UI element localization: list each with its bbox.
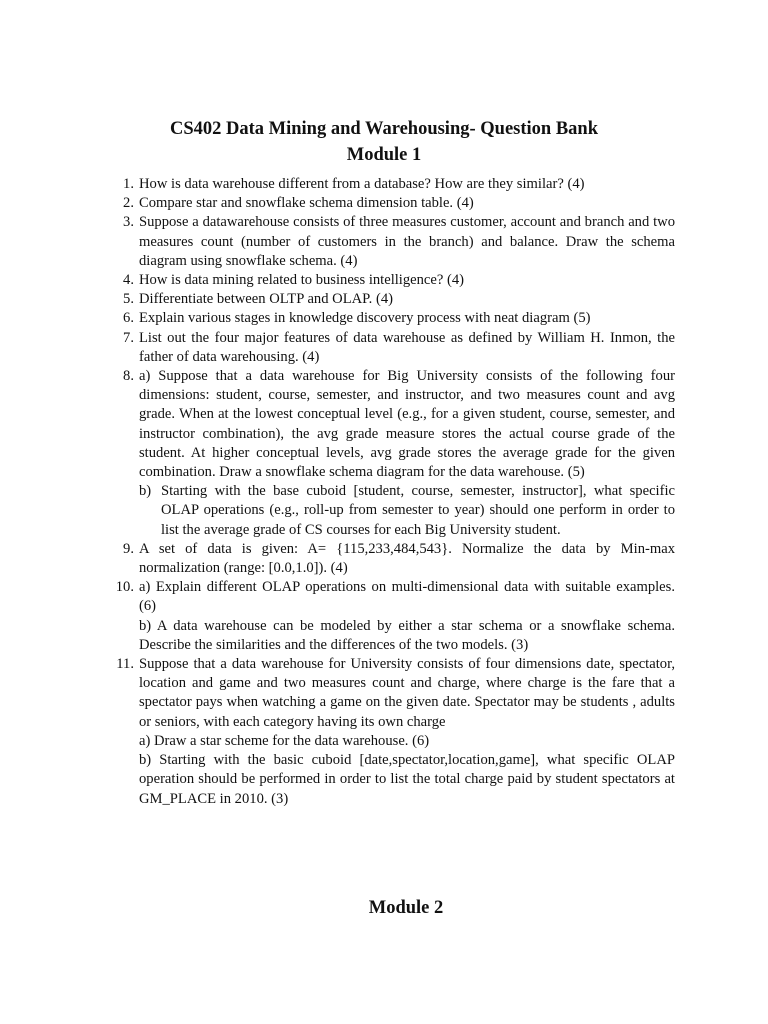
question-item bbox=[112, 213, 675, 271]
question-number: 11. bbox=[116, 656, 134, 673]
question-text: a) Suppose that a data warehouse for Big University consists of the following four dimensions: student, course, semester, and instructor, and two measures count and avg grade. When at the lowest conceptual level (e.g., for a given student, course, semester, and instructor combination), the avg grade measure stores the actual course grade of the student. At higher conceptual levels, avg grade stores the average grade for the given combination. Draw a snowflake schema diagram for the data warehouse. (5) bbox=[139, 368, 675, 481]
sub-question-text: Starting with the base cuboid [student, course, semester, instructor], what specific OLAP operations (e.g., roll-up from semester to year) should one perform in order to list the average grade of CS courses for each Big University student. bbox=[161, 483, 675, 538]
question-number: 5. bbox=[123, 291, 134, 308]
question-number: 2. bbox=[123, 195, 134, 212]
question-text: How is data warehouse different from a database? How are they similar? (4) bbox=[139, 176, 585, 192]
question-number: 8. bbox=[123, 368, 134, 385]
question-item bbox=[112, 655, 675, 809]
question-text: Suppose that a data warehouse for University consists of four dimensions date, spectator, location and game and two measures count and charge, where charge is the fare that a spectator pays when watching a game on the given date. Spectator may be students , adults or seniors, with each category having its own charge bbox=[139, 656, 675, 730]
question-item bbox=[112, 290, 675, 309]
module1-heading: Module 1 bbox=[346, 145, 422, 165]
question-item bbox=[112, 309, 675, 328]
question-item bbox=[112, 367, 675, 540]
question-number: 9. bbox=[123, 540, 134, 557]
question-number: 1. bbox=[123, 176, 134, 192]
question-item bbox=[112, 578, 675, 655]
question-text: How is data mining related to business intelligence? (4) bbox=[139, 272, 465, 289]
document-title: CS402 Data Mining and Warehousing- Question Bank bbox=[169, 119, 598, 139]
question-text: A set of data is given: A= {115,233,484,543}. Normalize the data by Min-max normalization (range: [0.0,1.0]). (4) bbox=[139, 540, 675, 577]
question-list bbox=[112, 175, 675, 809]
question-text: List out the four major features of data warehouse as defined by William H. Inmon, the father of data warehousing. (4) bbox=[139, 329, 675, 365]
question-part-b: b) A data warehouse can be modeled by either a star schema or a snowflake schema. Describe the similarities and the differences of the two models. (3) bbox=[139, 617, 675, 653]
module2-heading: Module 2 bbox=[368, 898, 444, 918]
sub-question-mark: b) bbox=[139, 483, 152, 500]
question-number: 7. bbox=[123, 329, 134, 346]
question-item bbox=[112, 175, 675, 194]
question-item bbox=[112, 271, 675, 290]
question-item bbox=[112, 194, 675, 213]
sub-question bbox=[139, 482, 675, 540]
question-text: Explain various stages in knowledge discovery process with neat diagram (5) bbox=[139, 310, 591, 327]
question-part-a: a) Draw a star scheme for the data warehouse. (6) bbox=[139, 732, 430, 749]
question-number: 6. bbox=[123, 310, 134, 327]
question-part-b: b) Starting with the basic cuboid [date,spectator,location,game], what specific OLAP operation should be performed in order to list the total charge paid by student spectators at GM_PLACE in 2010. (3) bbox=[139, 752, 675, 807]
question-text: Differentiate between OLTP and OLAP. (4) bbox=[139, 291, 393, 308]
question-text: Suppose a datawarehouse consists of three measures customer, account and branch and two measures count (number of customers in the branch) and balance. Draw the schema diagram using snowflake schema. (4) bbox=[139, 214, 675, 269]
question-number: 3. bbox=[123, 214, 134, 231]
question-number: 10. bbox=[115, 579, 134, 596]
question-text: a) Explain different OLAP operations on multi-dimensional data with suitable examples. (6) bbox=[139, 579, 675, 615]
question-text: Compare star and snowflake schema dimension table. (4) bbox=[139, 195, 474, 212]
question-number: 4. bbox=[123, 272, 134, 289]
question-item bbox=[112, 540, 675, 578]
question-item bbox=[112, 329, 675, 367]
page-title bbox=[0, 116, 768, 168]
